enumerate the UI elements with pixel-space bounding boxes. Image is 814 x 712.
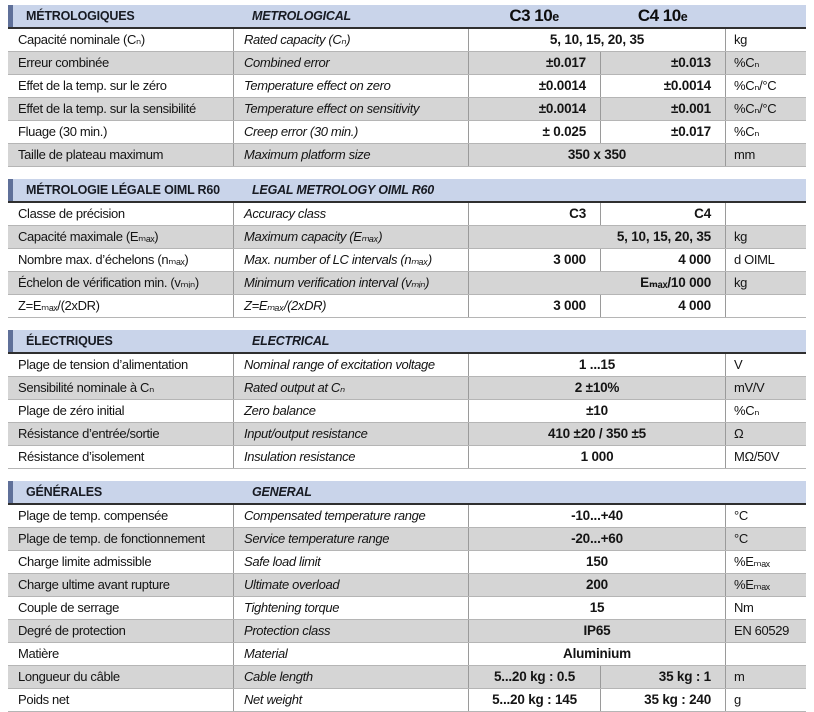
table-row (8, 399, 806, 422)
row-label-en: Maximum capacity (Eₘₐₓ) (233, 226, 468, 248)
value-c3: 5...20 kg : 0.5 (468, 666, 600, 688)
row-label-fr: Classe de précision (18, 206, 125, 221)
row-label-en: Zero balance (233, 400, 468, 422)
value-merged: 1 ...15 (468, 354, 725, 376)
model-c3-suffix: e (552, 10, 559, 24)
unit-cell: %Cₙ (725, 121, 806, 143)
table-row (8, 688, 806, 712)
row-label-en: Rated output at Cₙ (233, 377, 468, 399)
section-accent-bar (8, 5, 13, 27)
row-label-fr: Nombre max. d’échelons (nₘₐₓ) (18, 252, 189, 267)
unit-cell: °C (725, 528, 806, 550)
row-label-fr: Sensibilité nominale à Cₙ (18, 380, 154, 395)
table-row (8, 376, 806, 399)
section-title-en: ELECTRICAL (252, 334, 330, 348)
unit-cell: kg (725, 272, 806, 294)
value-merged: 200 (468, 574, 725, 596)
value-c3: ±0.017 (468, 52, 600, 74)
row-label-fr: Effet de la temp. sur la sensibilité (18, 101, 196, 116)
row-label-en: Temperature effect on sensitivity (233, 98, 468, 120)
value-c4: 35 kg : 240 (600, 689, 725, 711)
value-merged: -10...+40 (468, 505, 725, 527)
unit-cell: mm (725, 144, 806, 166)
table-row (8, 225, 806, 248)
unit-cell: Nm (725, 597, 806, 619)
row-label-en: Net weight (233, 689, 468, 711)
value-c4: C4 (600, 203, 725, 225)
row-label-en: Minimum verification interval (vₘᵢₙ) (233, 272, 468, 294)
section-electrical (8, 330, 806, 469)
unit-cell (725, 295, 806, 317)
unit-cell: d OIML (725, 249, 806, 271)
row-label-fr: Taille de plateau maximum (18, 147, 164, 162)
row-label-en: Temperature effect on zero (233, 75, 468, 97)
row-label-en: Z=Eₘₐₓ/(2xDR) (233, 295, 468, 317)
row-label-en: Combined error (233, 52, 468, 74)
row-label-en: Rated capacity (Cₙ) (233, 29, 468, 51)
row-label-fr: Erreur combinée (18, 55, 109, 70)
table-row (8, 445, 806, 469)
table-row (8, 422, 806, 445)
value-merged: ±10 (468, 400, 725, 422)
value-merged: Aluminium (468, 643, 725, 665)
unit-cell: %Cₙ/°C (725, 75, 806, 97)
row-label-fr: Z=Eₘₐₓ/(2xDR) (18, 298, 100, 313)
value-c3: 3 000 (468, 295, 600, 317)
row-label-en: Input/output resistance (233, 423, 468, 445)
section-metrological (8, 5, 806, 167)
section-accent-bar (8, 330, 13, 352)
model-c4-suffix: e (680, 10, 688, 24)
unit-cell: EN 60529 (725, 620, 806, 642)
row-label-en: Insulation resistance (233, 446, 468, 468)
row-label-fr: Poids net (18, 692, 70, 707)
value-c3: 3 000 (468, 249, 600, 271)
row-label-fr: Effet de la temp. sur le zéro (18, 78, 167, 93)
section-header-electrical (8, 330, 806, 354)
section-legal-metrology (8, 179, 806, 318)
unit-cell: MΩ/50V (725, 446, 806, 468)
row-label-en: Creep error (30 min.) (233, 121, 468, 143)
row-label-en: Cable length (233, 666, 468, 688)
row-label-fr: Résistance d’entrée/sortie (18, 426, 160, 441)
section-rows-metrological (8, 29, 806, 167)
table-row (8, 354, 806, 376)
unit-cell: %Cₙ (725, 400, 806, 422)
section-header-general (8, 481, 806, 505)
table-row (8, 573, 806, 596)
row-label-fr: Capacité nominale (Cₙ) (18, 32, 145, 47)
table-row (8, 527, 806, 550)
unit-cell (725, 643, 806, 665)
row-label-fr: Résistance d’isolement (18, 449, 144, 464)
value-merged: 5, 10, 15, 20, 35 (468, 226, 725, 248)
unit-cell: %Cₙ (725, 52, 806, 74)
section-title-en: GENERAL (252, 485, 312, 499)
table-row (8, 550, 806, 573)
section-title-fr: MÉTROLOGIE LÉGALE OIML R60 (26, 183, 220, 197)
row-label-fr: Plage de temp. de fonctionnement (18, 531, 205, 546)
value-merged: 5, 10, 15, 20, 35 (468, 29, 725, 51)
row-label-en: Material (233, 643, 468, 665)
unit-cell: %Eₘₐₓ (725, 574, 806, 596)
section-rows-electrical (8, 354, 806, 469)
model-c3-header (468, 5, 600, 28)
section-general (8, 481, 806, 712)
row-label-fr: Plage de temp. compensée (18, 508, 168, 523)
section-title-fr: GÉNÉRALES (26, 485, 102, 499)
table-row (8, 143, 806, 167)
table-row (8, 271, 806, 294)
row-label-fr: Degré de protection (18, 623, 126, 638)
table-row (8, 619, 806, 642)
unit-cell: mV/V (725, 377, 806, 399)
table-row (8, 97, 806, 120)
table-row (8, 248, 806, 271)
table-row (8, 29, 806, 51)
row-label-en: Service temperature range (233, 528, 468, 550)
section-title-en: METROLOGICAL (252, 9, 351, 23)
table-row (8, 74, 806, 97)
row-label-en: Ultimate overload (233, 574, 468, 596)
section-title-en: LEGAL METROLOGY OIML R60 (252, 183, 435, 197)
section-title-fr: ÉLECTRIQUES (26, 334, 113, 348)
model-c3-base: C3 10 (509, 6, 553, 25)
unit-cell: V (725, 354, 806, 376)
table-row (8, 505, 806, 527)
row-label-en: Protection class (233, 620, 468, 642)
model-c4-header (600, 5, 725, 28)
unit-cell: g (725, 689, 806, 711)
table-row (8, 596, 806, 619)
row-label-en: Maximum platform size (233, 144, 468, 166)
value-c3: 5...20 kg : 145 (468, 689, 600, 711)
unit-cell: Ω (725, 423, 806, 445)
table-row (8, 51, 806, 74)
row-label-fr: Couple de serrage (18, 600, 120, 615)
row-label-en: Accuracy class (233, 203, 468, 225)
table-row (8, 203, 806, 225)
value-c4: 4 000 (600, 295, 725, 317)
value-merged: IP65 (468, 620, 725, 642)
unit-cell: kg (725, 226, 806, 248)
section-header-metrological (8, 5, 806, 29)
row-label-fr: Plage de tension d’alimentation (18, 357, 188, 372)
section-rows-general (8, 505, 806, 712)
value-merged: 410 ±20 / 350 ±5 (468, 423, 725, 445)
row-label-en: Nominal range of excitation voltage (233, 354, 468, 376)
section-rows-legal-metrology (8, 203, 806, 318)
row-label-en: Safe load limit (233, 551, 468, 573)
row-label-en: Compensated temperature range (233, 505, 468, 527)
row-label-fr: Longueur du câble (18, 669, 120, 684)
value-c4: ±0.001 (600, 98, 725, 120)
value-c3: C3 (468, 203, 600, 225)
value-merged: -20...+60 (468, 528, 725, 550)
unit-cell: kg (725, 29, 806, 51)
value-c4: ±0.017 (600, 121, 725, 143)
row-label-fr: Matière (18, 646, 59, 661)
table-row (8, 294, 806, 318)
value-c3: ±0.0014 (468, 75, 600, 97)
section-title-fr: MÉTROLOGIQUES (26, 9, 135, 23)
section-accent-bar (8, 481, 13, 503)
value-c3: ±0.0014 (468, 98, 600, 120)
table-row (8, 120, 806, 143)
value-merged: 1 000 (468, 446, 725, 468)
section-accent-bar (8, 179, 13, 201)
row-label-fr: Capacité maximale (Eₘₐₓ) (18, 229, 159, 244)
model-c4-base: C4 10 (637, 6, 681, 25)
value-merged: Eₘₐₓ/10 000 (468, 272, 725, 294)
value-c4: ±0.013 (600, 52, 725, 74)
row-label-fr: Charge limite admissible (18, 554, 152, 569)
unit-cell: %Cₙ/°C (725, 98, 806, 120)
unit-cell (725, 203, 806, 225)
value-c3: ± 0.025 (468, 121, 600, 143)
value-c4: ±0.0014 (600, 75, 725, 97)
row-label-fr: Charge ultime avant rupture (18, 577, 170, 592)
value-merged: 15 (468, 597, 725, 619)
table-row (8, 642, 806, 665)
row-label-en: Max. number of LC intervals (nₘₐₓ) (233, 249, 468, 271)
value-c4: 4 000 (600, 249, 725, 271)
unit-cell: °C (725, 505, 806, 527)
section-header-legal-metrology (8, 179, 806, 203)
row-label-fr: Plage de zéro initial (18, 403, 125, 418)
value-merged: 350 x 350 (468, 144, 725, 166)
row-label-en: Tightening torque (233, 597, 468, 619)
table-row (8, 665, 806, 688)
value-merged: 2 ±10% (468, 377, 725, 399)
row-label-fr: Échelon de vérification min. (vₘᵢₙ) (18, 275, 199, 290)
row-label-fr: Fluage (30 min.) (18, 124, 108, 139)
value-merged: 150 (468, 551, 725, 573)
unit-cell: %Eₘₐₓ (725, 551, 806, 573)
unit-cell: m (725, 666, 806, 688)
value-c4: 35 kg : 1 (600, 666, 725, 688)
